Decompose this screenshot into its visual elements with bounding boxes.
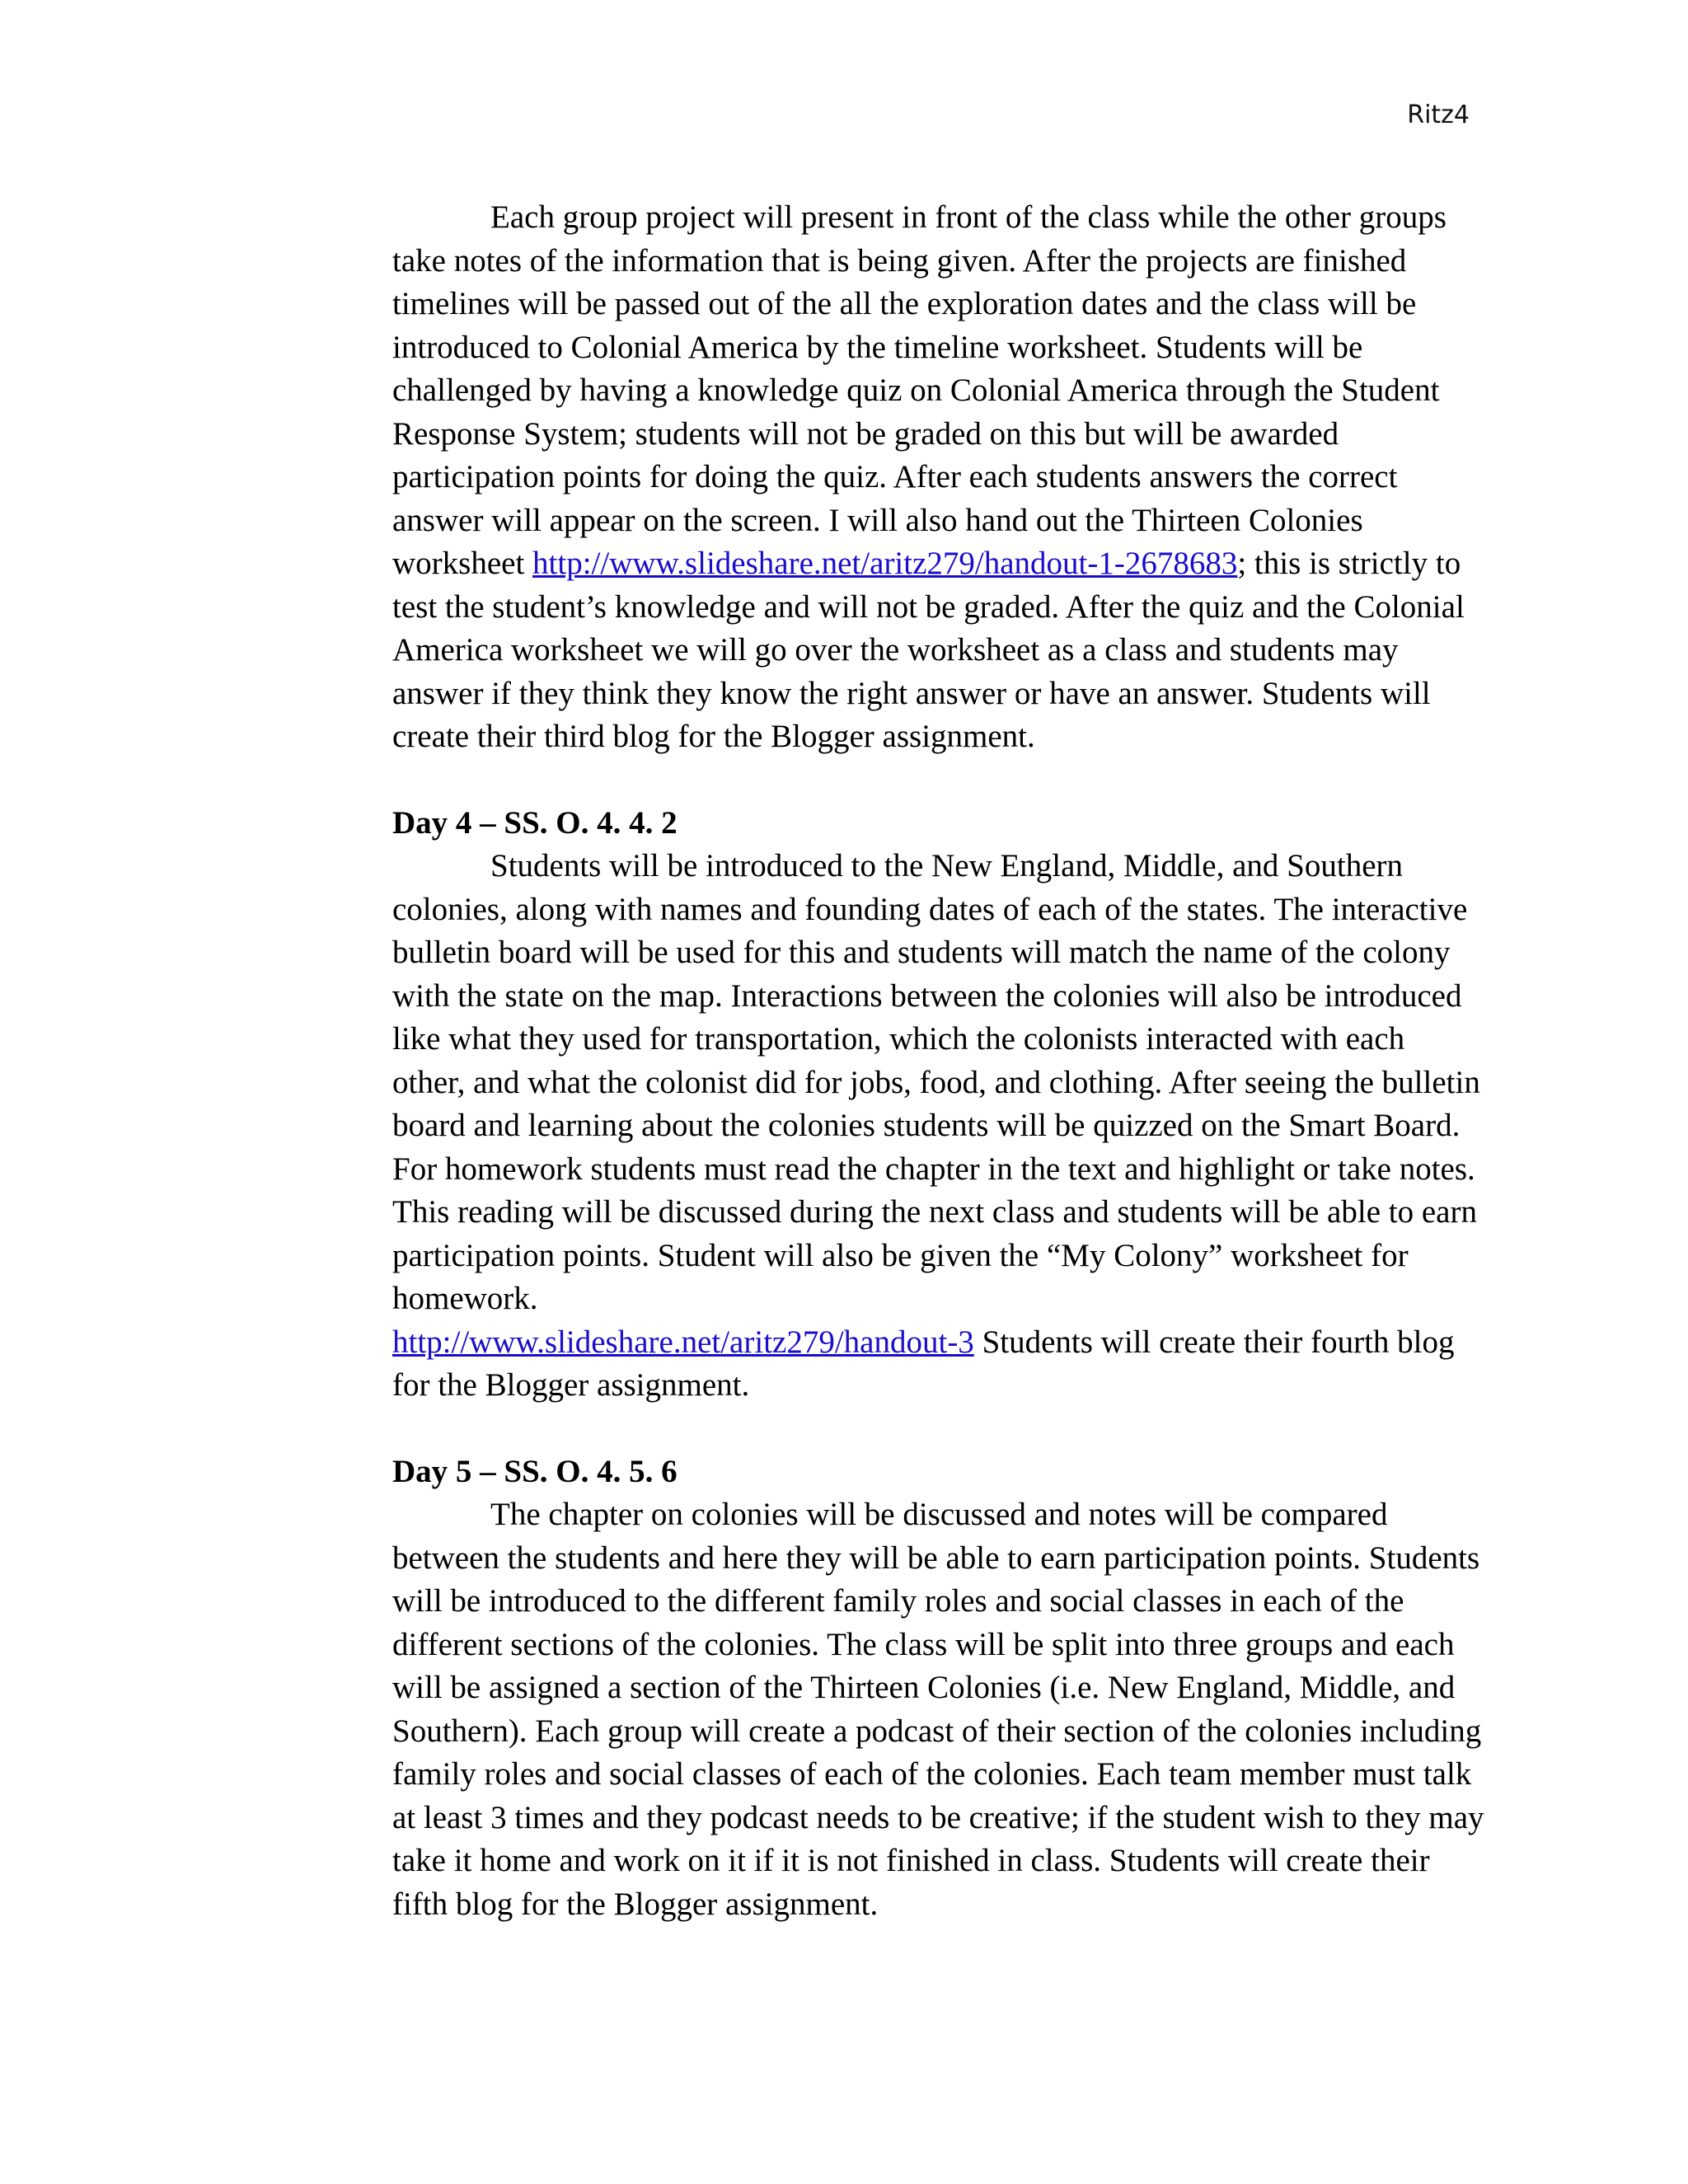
intro-paragraph xyxy=(392,196,1484,759)
day4-text-1: Students will be introduced to the New England, Middle, and Southern colonies, along with names and founding dates of each of the states. The interactive bulletin board will be used for this and students will match the name of the colony with the state on the map. Interactions between the colonies will also be introduced like what they used for transportation, which the colonists interacted with each other, and what the colonist did for jobs, food, and clothing. After seeing the bulletin board and learning about the colonies students will be quizzed on the Smart Board. For homework students must read the chapter in the text and highlight or take notes. This reading will be discussed during the next class and students will be able to earn participation points. Student will also be given the “My Colony” worksheet for homework. xyxy=(392,848,1480,1316)
day5-heading: Day 5 – SS. O. 4. 5. 6 xyxy=(392,1453,678,1489)
document-body xyxy=(392,196,1484,1926)
day4-heading: Day 4 – SS. O. 4. 4. 2 xyxy=(392,804,678,841)
day4-paragraph xyxy=(392,845,1484,1321)
page-header-label: Ritz4 xyxy=(1407,101,1470,129)
day5-text-1: The chapter on colonies will be discussed and notes will be compared between the students and here they will be able to earn participation points. Students will be introduced to the different family roles and social classes in each of the different sections of the colonies. The class will be split into three groups and each will be assigned a section of the Thirteen Colonies (i.e. New England, Middle, and Southern). Each group will create a podcast of their section of the colonies including family roles and social classes of each of the colonies. Each team member must talk at least 3 times and they podcast needs to be creative; if the student wish to they may take it home and work on it if it is not finished in class. Students will create their fifth blog for the Blogger assignment. xyxy=(392,1497,1484,1922)
day4-text-2: Students will create their fourth blog for the Blogger assignment. xyxy=(392,1324,1455,1403)
handout-1-link[interactable]: http://www.slideshare.net/aritz279/handout-1-2678683 xyxy=(532,546,1238,581)
handout-3-link[interactable]: http://www.slideshare.net/aritz279/handout-3 xyxy=(392,1324,974,1360)
intro-text-1: Each group project will present in front of the class while the other groups take notes of the information that is being given. After the projects are finished timelines will be passed out of the all the exploration dates and the class will be introduced to Colonial America by the timeline worksheet. Students will be challenged by having a knowledge quiz on Colonial America through the Student Response System; students will not be graded on this but will be awarded participation points for doing the quiz. After each students answers the correct answer will appear on the screen. I will also hand out the Thirteen Colonies worksheet xyxy=(392,199,1447,581)
day5-paragraph xyxy=(392,1493,1484,1926)
day4-link-line xyxy=(392,1321,1484,1408)
intro-text-2: ; this is strictly to test the student’s knowledge and will not be graded. After the quiz and the Colonial America worksheet we will go over the worksheet as a class and students may answer if they think they know the right answer or have an answer. Students will create their third blog for the Blogger assignment. xyxy=(392,546,1465,754)
